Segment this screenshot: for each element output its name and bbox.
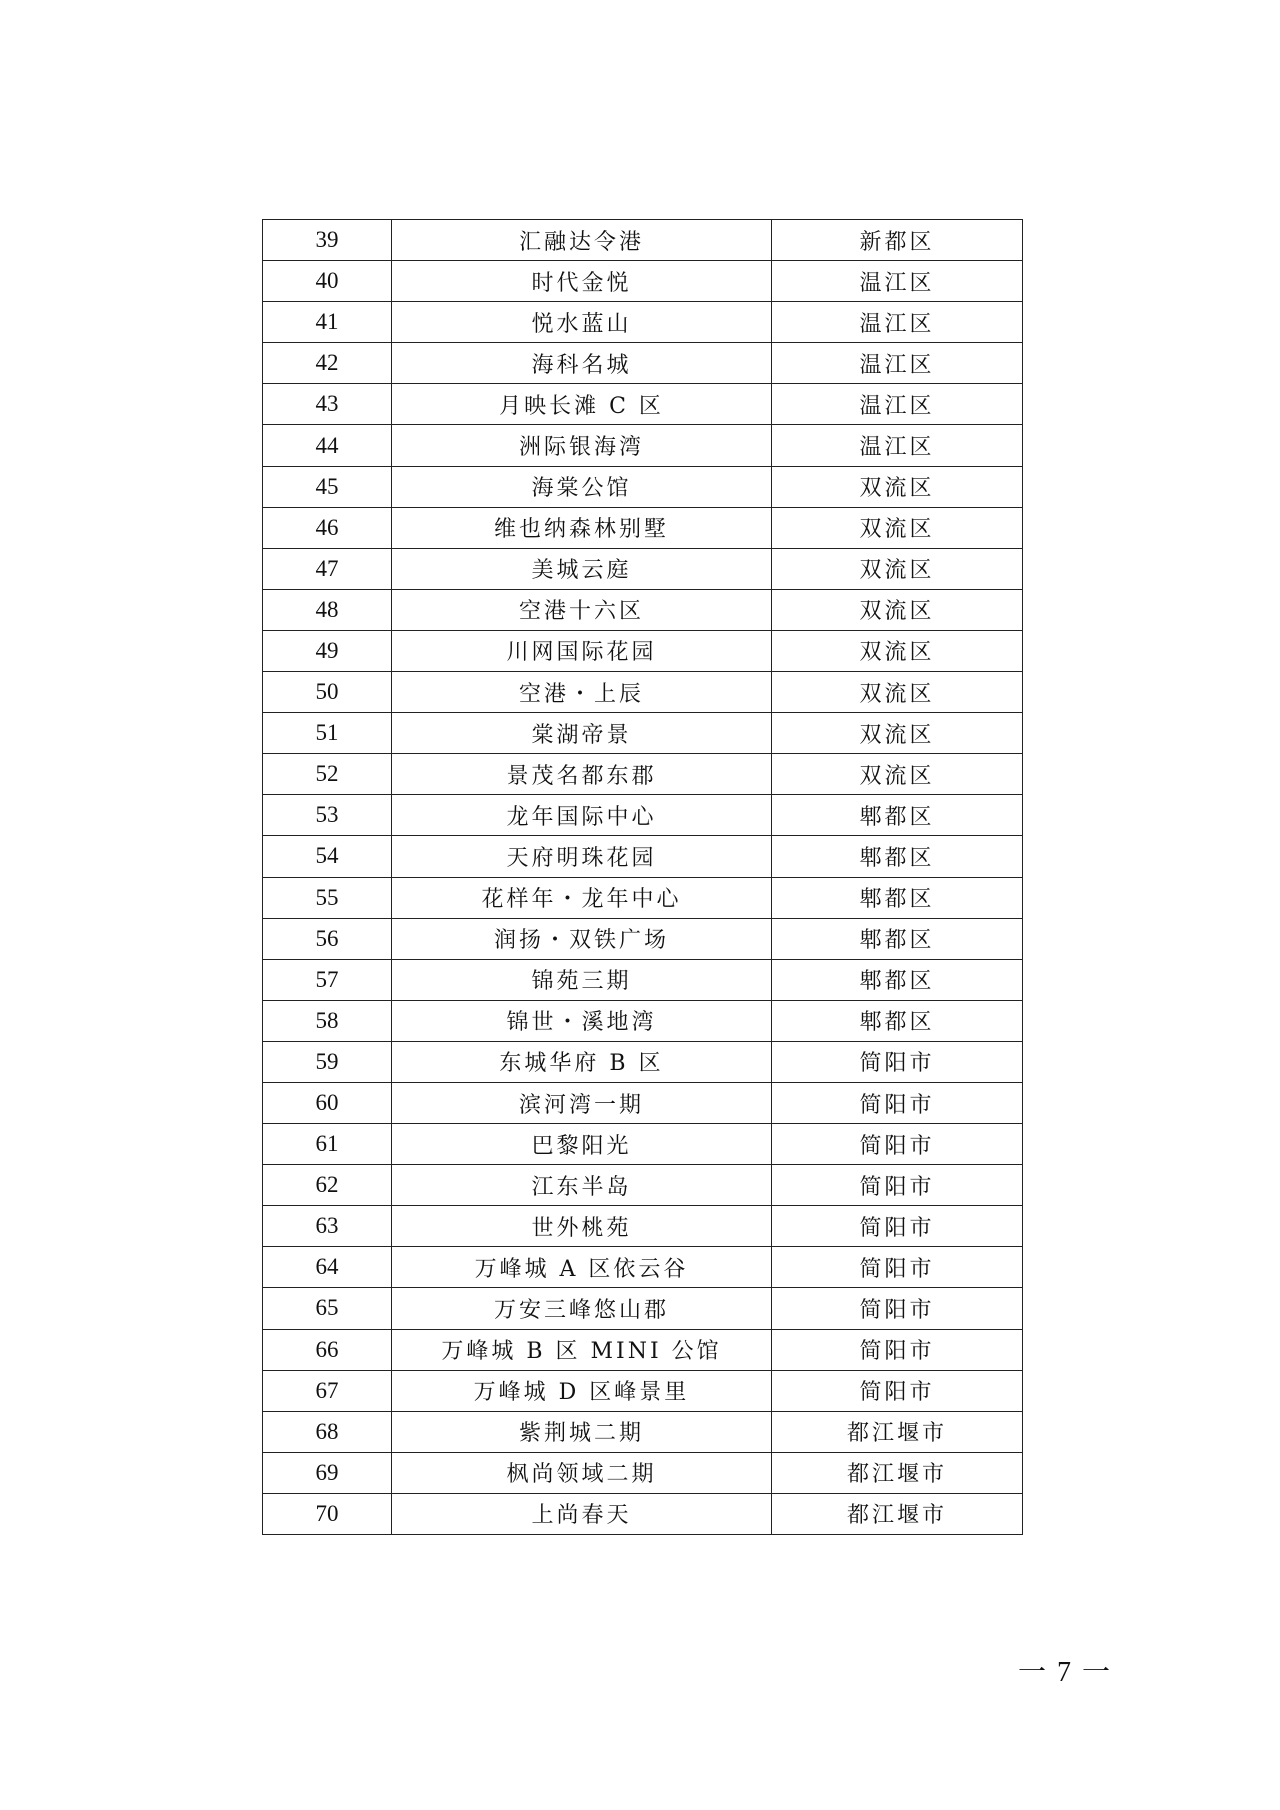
community-name-cell: 维也纳森林别墅 xyxy=(392,507,772,548)
community-name-cell: 锦世・溪地湾 xyxy=(392,1000,772,1041)
table-row xyxy=(263,877,1023,918)
table-row xyxy=(263,672,1023,713)
table-row xyxy=(263,1000,1023,1041)
table-row xyxy=(263,589,1023,630)
district-cell: 简阳市 xyxy=(772,1124,1023,1165)
table-row xyxy=(263,918,1023,959)
district-cell: 简阳市 xyxy=(772,1288,1023,1329)
table-row xyxy=(263,630,1023,671)
row-number-cell: 53 xyxy=(263,795,392,836)
table-row xyxy=(263,261,1023,302)
row-number-cell: 48 xyxy=(263,589,392,630)
row-number-cell: 44 xyxy=(263,425,392,466)
community-name-cell: 天府明珠花园 xyxy=(392,836,772,877)
district-cell: 温江区 xyxy=(772,261,1023,302)
row-number-cell: 67 xyxy=(263,1370,392,1411)
community-name-cell: 滨河湾一期 xyxy=(392,1082,772,1123)
table-row xyxy=(263,1329,1023,1370)
table-row xyxy=(263,1082,1023,1123)
community-name-cell: 月映长滩 C 区 xyxy=(392,384,772,425)
table-row xyxy=(263,1165,1023,1206)
district-cell: 温江区 xyxy=(772,302,1023,343)
table-row xyxy=(263,302,1023,343)
row-number-cell: 57 xyxy=(263,959,392,1000)
district-cell: 都江堰市 xyxy=(772,1493,1023,1534)
community-name-cell: 时代金悦 xyxy=(392,261,772,302)
district-cell: 郫都区 xyxy=(772,877,1023,918)
row-number-cell: 59 xyxy=(263,1041,392,1082)
table-row xyxy=(263,795,1023,836)
table-row xyxy=(263,384,1023,425)
community-name-cell: 海棠公馆 xyxy=(392,466,772,507)
district-cell: 郫都区 xyxy=(772,836,1023,877)
community-name-cell: 巴黎阳光 xyxy=(392,1124,772,1165)
row-number-cell: 52 xyxy=(263,754,392,795)
row-number-cell: 49 xyxy=(263,630,392,671)
table-row xyxy=(263,1452,1023,1493)
table-row xyxy=(263,754,1023,795)
district-cell: 双流区 xyxy=(772,589,1023,630)
community-name-cell: 空港十六区 xyxy=(392,589,772,630)
row-number-cell: 69 xyxy=(263,1452,392,1493)
row-number-cell: 68 xyxy=(263,1411,392,1452)
row-number-cell: 64 xyxy=(263,1247,392,1288)
row-number-cell: 62 xyxy=(263,1165,392,1206)
table-row xyxy=(263,1124,1023,1165)
row-number-cell: 47 xyxy=(263,548,392,589)
row-number-cell: 41 xyxy=(263,302,392,343)
residential-list-table xyxy=(262,219,1023,1535)
table-row xyxy=(263,1370,1023,1411)
table-row xyxy=(263,1493,1023,1534)
district-cell: 简阳市 xyxy=(772,1041,1023,1082)
community-name-cell: 锦苑三期 xyxy=(392,959,772,1000)
community-name-cell: 空港・上辰 xyxy=(392,672,772,713)
table-row xyxy=(263,220,1023,261)
district-cell: 双流区 xyxy=(772,507,1023,548)
community-name-cell: 洲际银海湾 xyxy=(392,425,772,466)
district-cell: 简阳市 xyxy=(772,1370,1023,1411)
community-name-cell: 川网国际花园 xyxy=(392,630,772,671)
community-name-cell: 上尚春天 xyxy=(392,1493,772,1534)
table-row xyxy=(263,836,1023,877)
table-row xyxy=(263,1041,1023,1082)
table-row xyxy=(263,1247,1023,1288)
row-number-cell: 46 xyxy=(263,507,392,548)
community-name-cell: 棠湖帝景 xyxy=(392,713,772,754)
district-cell: 双流区 xyxy=(772,630,1023,671)
district-cell: 郫都区 xyxy=(772,959,1023,1000)
row-number-cell: 70 xyxy=(263,1493,392,1534)
district-cell: 温江区 xyxy=(772,384,1023,425)
row-number-cell: 60 xyxy=(263,1082,392,1123)
district-cell: 新都区 xyxy=(772,220,1023,261)
district-cell: 双流区 xyxy=(772,754,1023,795)
community-name-cell: 美城云庭 xyxy=(392,548,772,589)
table-row xyxy=(263,507,1023,548)
district-cell: 双流区 xyxy=(772,466,1023,507)
community-name-cell: 龙年国际中心 xyxy=(392,795,772,836)
community-name-cell: 海科名城 xyxy=(392,343,772,384)
district-cell: 简阳市 xyxy=(772,1082,1023,1123)
table-row xyxy=(263,343,1023,384)
row-number-cell: 56 xyxy=(263,918,392,959)
district-cell: 郫都区 xyxy=(772,1000,1023,1041)
community-name-cell: 万峰城 A 区依云谷 xyxy=(392,1247,772,1288)
community-name-cell: 悦水蓝山 xyxy=(392,302,772,343)
district-cell: 简阳市 xyxy=(772,1206,1023,1247)
community-name-cell: 东城华府 B 区 xyxy=(392,1041,772,1082)
community-name-cell: 万峰城 D 区峰景里 xyxy=(392,1370,772,1411)
row-number-cell: 40 xyxy=(263,261,392,302)
row-number-cell: 65 xyxy=(263,1288,392,1329)
community-name-cell: 润扬・双铁广场 xyxy=(392,918,772,959)
district-cell: 双流区 xyxy=(772,713,1023,754)
community-name-cell: 景茂名都东郡 xyxy=(392,754,772,795)
district-cell: 温江区 xyxy=(772,343,1023,384)
district-cell: 温江区 xyxy=(772,425,1023,466)
district-cell: 郫都区 xyxy=(772,795,1023,836)
district-cell: 都江堰市 xyxy=(772,1452,1023,1493)
community-name-cell: 世外桃苑 xyxy=(392,1206,772,1247)
district-cell: 简阳市 xyxy=(772,1165,1023,1206)
community-name-cell: 花样年・龙年中心 xyxy=(392,877,772,918)
table-row xyxy=(263,1288,1023,1329)
row-number-cell: 50 xyxy=(263,672,392,713)
community-name-cell: 汇融达令港 xyxy=(392,220,772,261)
community-name-cell: 万峰城 B 区 MINI 公馆 xyxy=(392,1329,772,1370)
row-number-cell: 55 xyxy=(263,877,392,918)
table-row xyxy=(263,466,1023,507)
table-row xyxy=(263,548,1023,589)
row-number-cell: 61 xyxy=(263,1124,392,1165)
district-cell: 都江堰市 xyxy=(772,1411,1023,1452)
row-number-cell: 43 xyxy=(263,384,392,425)
row-number-cell: 66 xyxy=(263,1329,392,1370)
district-cell: 简阳市 xyxy=(772,1329,1023,1370)
row-number-cell: 42 xyxy=(263,343,392,384)
row-number-cell: 58 xyxy=(263,1000,392,1041)
row-number-cell: 63 xyxy=(263,1206,392,1247)
table-row xyxy=(263,1411,1023,1452)
district-cell: 简阳市 xyxy=(772,1247,1023,1288)
row-number-cell: 39 xyxy=(263,220,392,261)
community-name-cell: 江东半岛 xyxy=(392,1165,772,1206)
community-name-cell: 枫尚领域二期 xyxy=(392,1452,772,1493)
district-cell: 郫都区 xyxy=(772,918,1023,959)
row-number-cell: 51 xyxy=(263,713,392,754)
community-name-cell: 紫荆城二期 xyxy=(392,1411,772,1452)
table-row xyxy=(263,713,1023,754)
district-cell: 双流区 xyxy=(772,672,1023,713)
row-number-cell: 54 xyxy=(263,836,392,877)
page-number: 一 7 一 xyxy=(1017,1657,1112,1688)
row-number-cell: 45 xyxy=(263,466,392,507)
community-name-cell: 万安三峰悠山郡 xyxy=(392,1288,772,1329)
district-cell: 双流区 xyxy=(772,548,1023,589)
table-row xyxy=(263,1206,1023,1247)
table-body xyxy=(263,220,1023,1535)
table-row xyxy=(263,425,1023,466)
table-row xyxy=(263,959,1023,1000)
